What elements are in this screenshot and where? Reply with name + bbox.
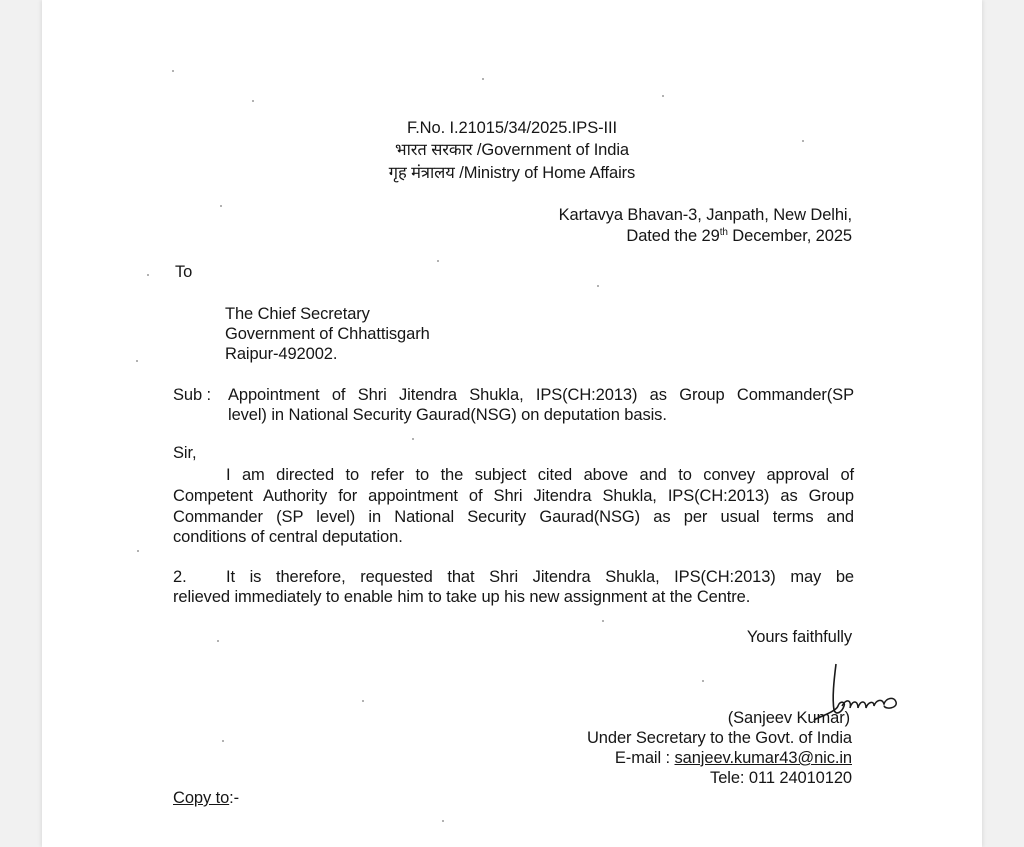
ministry-line: गृह मंत्रालय /Ministry of Home Affairs xyxy=(388,164,636,182)
government-line: भारत सरकार /Government of India xyxy=(395,141,629,159)
para1-line-2: Competent Authority for appointment of Shri Jitendra Shukla, IPS(CH:2013) as Group xyxy=(173,487,854,505)
date-superscript: th xyxy=(719,227,728,238)
scan-speck xyxy=(702,680,704,682)
scan-speck xyxy=(442,820,444,822)
closing: Yours faithfully xyxy=(746,628,852,646)
phone-line: Tele: 011 24010120 xyxy=(710,769,852,787)
scan-speck xyxy=(602,620,604,622)
scan-speck xyxy=(362,700,364,702)
para1-line-1: I am directed to refer to the subject cited above and to convey approval of xyxy=(226,466,854,484)
para2-line-1: It is therefore, requested that Shri Jitendra Shukla, IPS(CH:2013) may be xyxy=(226,568,854,586)
scan-speck xyxy=(137,550,139,552)
email-label: E-mail : xyxy=(614,749,675,767)
para1-line-4: conditions of central deputation. xyxy=(173,528,403,546)
subject-line-2: level) in National Security Gaurad(NSG) on deputation basis. xyxy=(228,406,667,424)
copy-to-text: Copy to xyxy=(173,789,230,807)
scan-speck xyxy=(597,285,599,287)
address-line: Kartavya Bhavan-3, Janpath, New Delhi, xyxy=(558,206,852,224)
signatory-name: (Sanjeev Kumar) xyxy=(727,709,850,727)
to-label: To xyxy=(175,263,193,281)
scan-speck xyxy=(172,70,174,72)
signatory-designation: Under Secretary to the Govt. of India xyxy=(586,729,852,747)
scan-speck xyxy=(222,740,224,742)
scan-speck xyxy=(412,438,414,440)
scan-speck xyxy=(217,640,219,642)
scan-speck xyxy=(147,274,149,276)
para2-number: 2. xyxy=(173,568,187,586)
recipient-line-1: The Chief Secretary xyxy=(225,305,370,323)
date-suffix: December, 2025 xyxy=(727,227,852,245)
copy-to-suffix: :- xyxy=(229,789,240,807)
scan-speck xyxy=(662,95,664,97)
document-page xyxy=(42,0,982,847)
subject-label: Sub : xyxy=(173,386,212,404)
scan-speck xyxy=(482,78,484,80)
email-link[interactable]: sanjeev.kumar43@nic.in xyxy=(674,749,852,767)
scan-speck xyxy=(220,205,222,207)
scan-speck xyxy=(437,260,439,262)
para2-line-2: relieved immediately to enable him to take up his new assignment at the Centre. xyxy=(173,588,751,606)
subject-line-1: Appointment of Shri Jitendra Shukla, IPS(CH:2013) as Group Commander(SP xyxy=(228,386,854,404)
email-line xyxy=(522,748,852,768)
date-prefix: Dated the 29 xyxy=(626,227,720,245)
recipient-line-3: Raipur-492002. xyxy=(225,345,338,363)
scan-speck xyxy=(136,360,138,362)
recipient-line-2: Government of Chhattisgarh xyxy=(225,325,430,343)
para1-line-3: Commander (SP level) in National Security Gaurad(NSG) as per usual terms and xyxy=(173,508,854,526)
file-number: F.No. I.21015/34/2025.IPS-III xyxy=(407,119,617,137)
date-line xyxy=(442,226,852,246)
scan-speck xyxy=(802,140,804,142)
salutation: Sir, xyxy=(173,444,197,462)
scan-speck xyxy=(252,100,254,102)
copy-to-label xyxy=(173,788,239,808)
